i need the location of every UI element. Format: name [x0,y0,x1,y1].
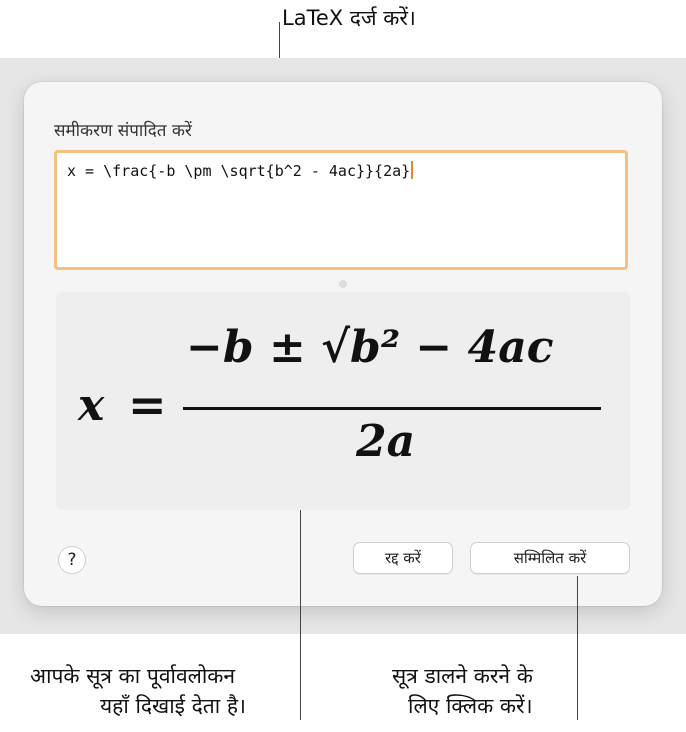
edit-equation-dialog [24,82,662,606]
fraction-bar [183,407,601,410]
latex-input[interactable] [54,150,628,270]
callout-insert-line1: सूत्र डालने करने के [392,664,533,688]
cancel-button[interactable]: रद्द करें [353,542,453,574]
dialog-title: समीकरण संपादित करें [54,121,192,141]
equation-preview [56,292,630,510]
callout-preview-line1: आपके सूत्र का पूर्वावलोकन [30,664,236,688]
insert-button[interactable]: सम्मिलित करें [470,542,630,574]
equation-lhs: x [78,380,105,431]
equation-denominator: 2a [356,416,416,467]
callout-preview-line2: यहाँ दिखाई देता है। [100,694,246,718]
rendered-equation [56,292,630,510]
callout-line-preview [300,510,301,720]
latex-input-text: x = \frac{-b \pm \sqrt{b^2 - 4ac}}{2a} [67,162,411,180]
help-button[interactable]: ? [58,546,86,574]
callout-enter-latex: LaTeX दर्ज करें। [282,6,416,30]
resize-handle[interactable] [339,280,347,288]
callout-line-insert [577,576,578,720]
text-caret [411,161,413,179]
callout-insert-line2: लिए क्लिक करें। [408,694,533,718]
equals-sign: = [128,378,167,432]
equation-numerator: −b ± √b² − 4ac [186,322,554,373]
